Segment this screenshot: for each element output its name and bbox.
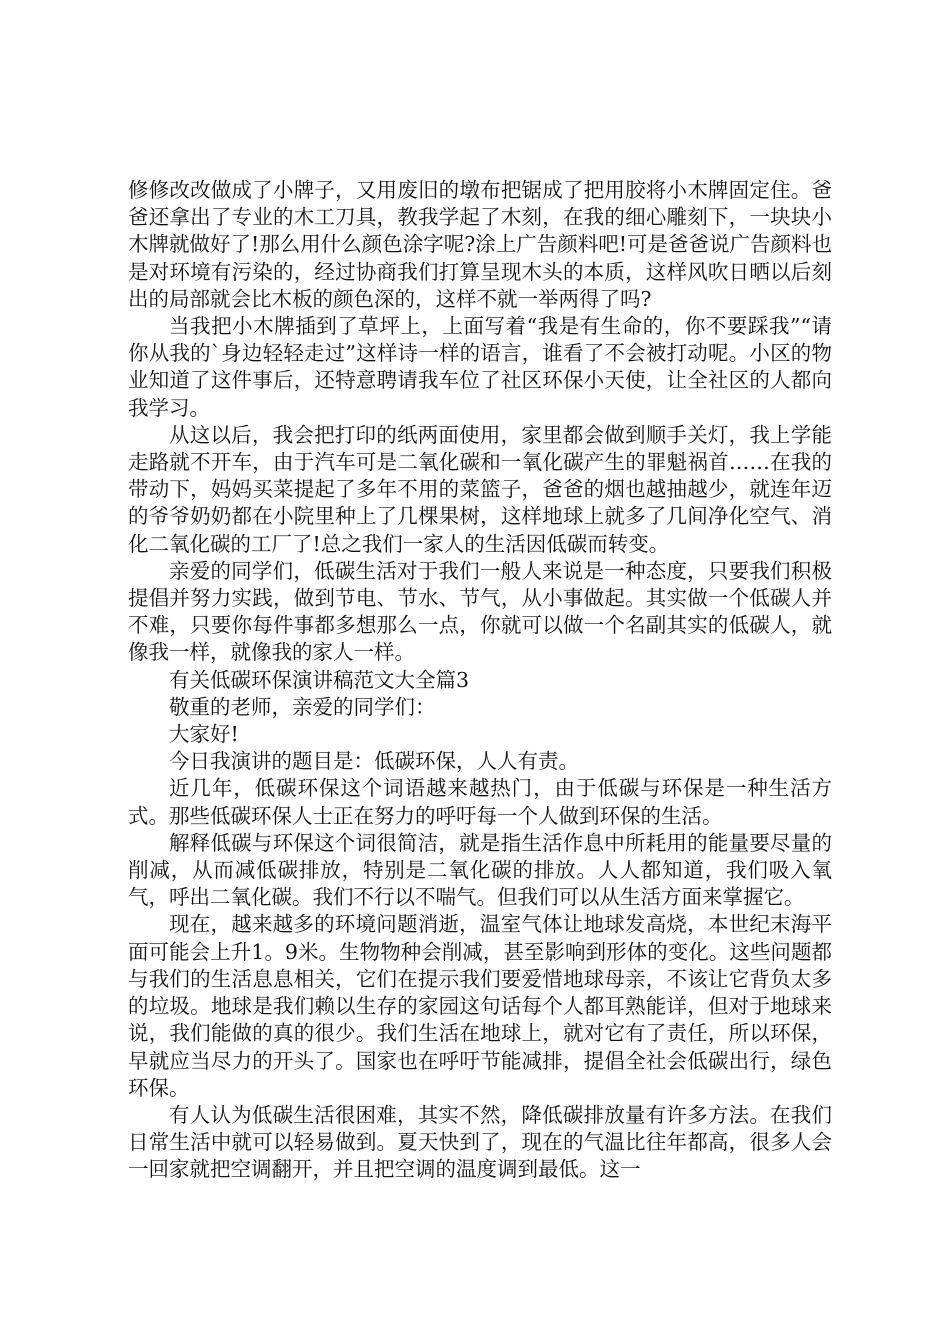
paragraph: 有人认为低碳生活很困难，其实不然，降低碳排放量有许多方法。在我们日常生活中就可以轻易做到。夏天快到了，现在的气温比往年都高，很多人会一回家就把空调翻开，并且把空调的温度调到最低。这一: [128, 1102, 832, 1182]
paragraph: 亲爱的同学们，低碳生活对于我们一般人来说是一种态度，只要我们积极提倡并努力实践，做到节电、节水、节气，从小事做起。其实做一个低碳人并不难，只要你每件事都多想那么一点，你就可以做一个名副其实的低碳人，就像我一样，就像我的家人一样。: [128, 558, 832, 665]
paragraph: 解释低碳与环保这个词很简洁，就是指生活作息中所耗用的能量要尽量的削减，从而减低碳排放，特别是二氧化碳的排放。人人都知道，我们吸入氧气，呼出二氧化碳。我们不行以不喘气。但我们可以从生活方面来掌握它。: [128, 830, 832, 910]
greeting: 大家好!: [169, 722, 239, 747]
document-body: [128, 177, 832, 1184]
paragraph: 修修改改做成了小牌子，又用废旧的墩布把锯成了把用胶将小木牌固定住。爸爸还拿出了专业的木工刀具，教我学起了木刻，在我的细心雕刻下，一块块小木牌就做好了!那么用什么颜色涂字呢?涂上广告颜料吧!可是爸爸说广告颜料也是对环境有污染的，经过协商我们打算呈现木头的本质，这样风吹日晒以后刻出的局部就会比木板的颜色深的，这样不就一举两得了吗?: [128, 178, 832, 311]
paragraph: 当我把小木牌插到了草坪上，上面写着“我是有生命的，你不要踩我”“请你从我的`身边轻轻走过”这样诗一样的语言，谁看了不会被打动呢。小区的物业知道了这件事后，还特意聘请我车位了社区环保小天使，让全社区的人都向我学习。: [128, 314, 832, 420]
salutation: 敬重的老师，亲爱的同学们：: [169, 694, 436, 719]
paragraph: 今日我演讲的题目是：低碳环保，人人有责。: [169, 749, 579, 774]
paragraph: 现在，越来越多的环境问题消逝，温室气体让地球发高烧，本世纪末海平面可能会上升1。9米。生物物种会削减，甚至影响到形体的变化。这些问题都与我们的生活息息相关，它们在提示我们要爱惜地球母亲，不该让它背负太多的垃圾。地球是我们赖以生存的家园这句话每个人都耳熟能详，但对于地球来说，我们能做的真的很少。我们生活在地球上，就对它有了责任，所以环保，早就应当尽力的开头了。国家也在呼吁节能减排，提倡全社会低碳出行，绿色环保。: [128, 912, 832, 1100]
paragraph: 从这以后，我会把打印的纸两面使用，家里都会做到顺手关灯，我上学能走路就不开车，由于汽车可是二氧化碳和一氧化碳产生的罪魁祸首……在我的带动下，妈妈买菜提起了多年不用的菜篮子，爸爸的烟也越抽越少，就连年迈的爷爷奶奶都在小院里种上了几棵果树，这样地球上就多了几间净化空气、消化二氧化碳的工厂了!总之我们一家人的生活因低碳而转变。: [128, 422, 832, 556]
paragraph: 近几年，低碳环保这个词语越来越热门，由于低碳与环保是一种生活方式。那些低碳环保人士正在努力的呼吁每一个人做到环保的生活。: [128, 776, 832, 828]
section-heading: 有关低碳环保演讲稿范文大全篇3: [169, 667, 470, 692]
